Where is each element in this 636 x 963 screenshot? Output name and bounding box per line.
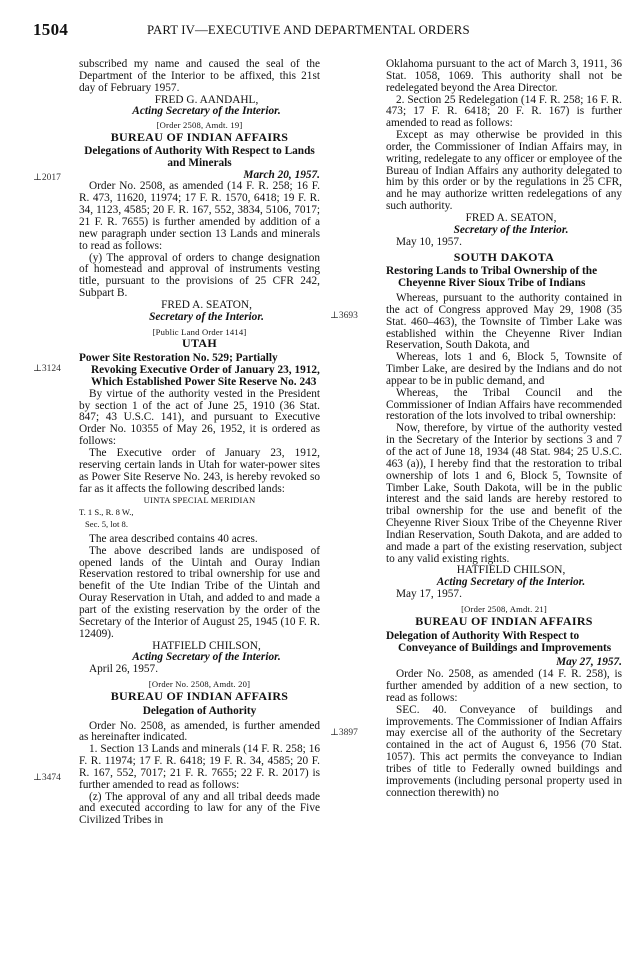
signature-name: HATFIELD CHILSON, [456,564,566,577]
section-subheading: Power Site Restoration No. 529; Partially Revoking Executive Order of January 23, 1912, Which Established Power Site Reserve No. 243 [79,352,320,388]
order-date: May 27, 1957. [556,656,622,669]
order-reference: [Order No. 2508, Amdt. 20] [148,679,251,690]
paragraph: 1. Section 13 Lands and minerals (14 F. R. 258; 16 F. R. 11974; 17 F. R. 6418; 19 F. R. 34, 4585; 20 F. R. 167, 552, 7017; 21 F. R. 7655; 22 F. R. 2017) is further amended to read as follows: [79,743,320,791]
section-subheading: Delegation of Authority [142,704,257,717]
section-subheading: Restoring Lands to Tribal Ownership of the Cheyenne River Sioux Tribe of Indians [386,265,598,290]
running-head: PART IV—EXECUTIVE AND DEPARTMENTAL ORDERS [147,23,470,37]
signature-title: Acting Secretary of the Interior. [132,651,281,664]
section-heading: BUREAU OF INDIAN AFFAIRS [415,613,593,628]
paragraph: The above described lands are undisposed of opened lands of the Uintah and Ouray Indian Reservation restored to tribal ownership for use and benefit of the Ute Indian Tribe of the Uintah and Ouray Reservation in Utah, and added to and made a part of the existing reservation by the order of the Secretary of the Interior of August 25, 1945 (10 F. R. 12409). [79,544,320,640]
margin-mark: ⊥3124 [33,364,61,374]
meridian-heading: UINTA SPECIAL MERIDIAN [143,495,256,506]
paragraph: 2. Section 25 Redelegation (14 F. R. 258; 16 F. R. 473; 17 F. R. 6418; 20 F. R. 167) is further amended to read as follows: [386,93,622,130]
section-heading: UTAH [182,336,217,351]
paragraph: The area described contains 40 acres. [89,532,258,545]
section-heading: BUREAU OF INDIAN AFFAIRS [110,688,289,703]
margin-mark: ⊥3474 [33,773,61,783]
section-heading: BUREAU OF INDIAN AFFAIRS [110,130,289,145]
order-date: March 20, 1957. [243,168,320,181]
section-subheading: Delegations of Authority With Respect to Lands and Minerals [84,144,315,169]
paragraph: Oklahoma pursuant to the act of March 3, 1911, 36 Stat. 1058, 1069. This authority shall not be redelegated beyond the Area Director. [386,58,622,94]
order-date: May 10, 1957. [396,235,462,248]
paragraph: Order No. 2508, as amended (14 F. R. 258), is further amended by addition of a new section, to read as follows: [386,668,622,704]
signature-name: FRED A. SEATON, [465,211,557,224]
signature-name: FRED A. SEATON, [161,298,252,311]
section-heading: SOUTH DAKOTA [453,249,555,264]
paragraph: Order No. 2508, as amended (14 F. R. 258; 16 F. R. 473, 11620, 11974; 17 F. R. 1570, 6418; 19 F. R. 34, 1123, 4585; 20 F. R. 167, 552, 3834, 5106, 7017; 21 F. R. 7655) is further amended by addition of a new paragraph under section 13 Lands and minerals to read as follows: [79,180,320,252]
paragraph: (z) The approval of any and all tribal deeds made and executed according to law for any of the Five Civilized Tribes in [79,790,320,827]
tract-description: Sec. 5, lot 8. [85,519,128,530]
signature-title: Acting Secretary of the Interior. [132,105,281,118]
right-column [386,59,622,799]
margin-mark: ⊥3897 [330,728,358,738]
order-reference: [Order 2508, Amdt. 19] [156,120,243,131]
paragraph: Whereas, the Tribal Council and the Commissioner of Indian Affairs have recommended restoration of the lots involved to tribal ownership: [386,386,622,423]
paragraph: Whereas, pursuant to the authority contained in the act of Congress approved May 29, 1908 (35 Stat. 460–463), the Townsite of Timber Lake was established within the Cheyenne River Indian Reservation, South Dakota, and [386,292,622,352]
margin-mark: ⊥3693 [330,311,358,321]
paragraph: Order No. 2508, as amended, is further amended as hereinafter indicated. [79,719,320,744]
section-subheading: Delegation of Authority With Respect to Conveyance of Buildings and Improvements [386,629,612,654]
left-column [79,59,320,827]
paragraph: Now, therefore, by virtue of the authority vested in the Secretary of the Interior by sections 3 and 7 of the act of June 18, 1934 (48 Stat. 984; 25 U.S.C. 463 (a)), I hereby find that the restoration to tribal ownership of lots 1 and 6, Block 5, Townsite of Timber Lake, South Dakota, will be in the public interest and the said lands are hereby restored to tribal ownership for the use and benefit of the Cheyenne River Sioux Tribe of the Cheyenne River Indian Reservation, South Dakota, and are added to and made a part of the existing reservation, subject to any valid existing rights. [386,422,622,565]
paragraph: Except as may otherwise be provided in this order, the Commissioner of Indian Affairs may, in writing, redelegate to any officer or employee of the Bureau of Indian Affairs any authority delegated to him by this order or by the regulations in 25 CFR, and he may authorize written redelegations of any such authority. [386,129,622,213]
signature-name: HATFIELD CHILSON, [152,639,261,652]
order-reference: [Public Land Order 1414] [152,326,247,337]
order-reference: [Order 2508, Amdt. 21] [461,603,547,614]
page-header [33,20,603,46]
signature-name: FRED G. AANDAHL, [154,93,259,106]
paragraph: By virtue of the authority vested in the President by section 1 of the act of June 25, 1910 (36 Stat. 847; 43 U.S.C. 141), and pursuant to Executive Order No. 10355 of May 26, 1952, it is ordered as follows: [79,387,320,448]
signature-title: Secretary of the Interior. [149,310,264,323]
paragraph: SEC. 40. Conveyance of buildings and improvements. The Commissioner of Indian Affairs may exercise all of the authority of the Secretary contained in the act of August 6, 1956 (70 Stat. 1057). This act permits the conveyance to Indian tribes of title to Federally owned buildings and improvements (including personal property used in connection therewith) no [386,703,622,799]
signature-title: Secretary of the Interior. [453,223,569,236]
paragraph: subscribed my name and caused the seal of the Department of the Interior to be affixed, this 21st day of February 1957. [79,58,320,94]
order-date: April 26, 1957. [89,663,159,676]
paragraph: (y) The approval of orders to change designation of homestead and approval of instruments vesting title, pursuant to the provisions of 25 CFR 242, Subpart B. [79,251,320,300]
signature-title: Acting Secretary of the Interior. [436,576,586,589]
tract-description: T. 1 S., R. 8 W., [79,507,134,518]
paragraph: The Executive order of January 23, 1912, reserving certain lands in Utah for water-power sites as Power Site Reserve No. 243, is hereby revoked so far as it affects the following described lands: [79,447,320,495]
margin-mark: ⊥2017 [33,173,61,183]
paragraph: Whereas, lots 1 and 6, Block 5, Townsite of Timber Lake, are desired by the Indians and do not appear to be in public demand, and [386,351,622,387]
order-date: May 17, 1957. [396,588,462,601]
page-number: 1504 [33,20,69,39]
